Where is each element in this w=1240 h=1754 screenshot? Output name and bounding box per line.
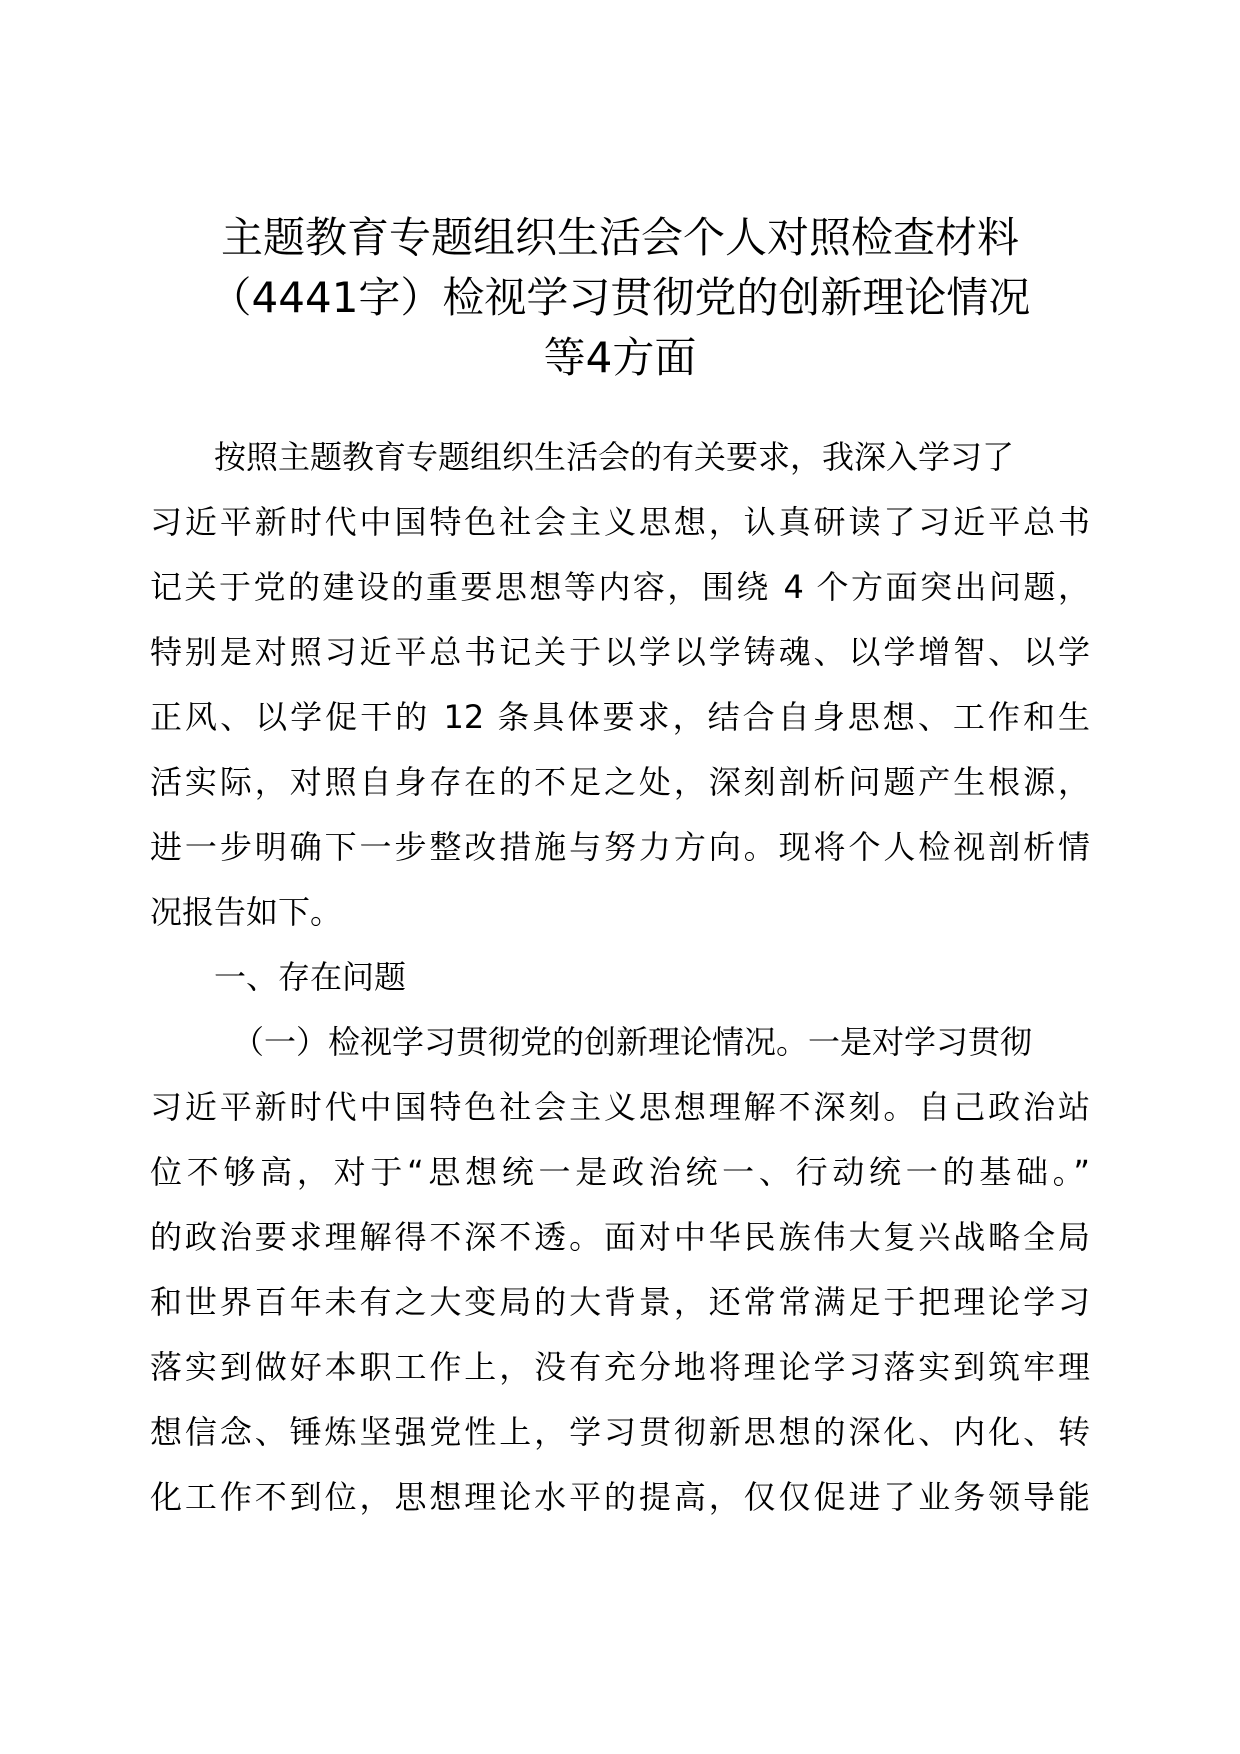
body-line: 的政治要求理解得不深不透。面对中华民族伟大复兴战略全局 <box>150 1218 1090 1256</box>
body-line: 落实到做好本职工作上，没有充分地将理论学习落实到筑牢理 <box>150 1348 1090 1386</box>
body-line: （一）检视学习贯彻党的创新理论情况。一是对学习贯彻 <box>232 1023 1033 1061</box>
section-heading: 一、存在问题 <box>214 958 407 996</box>
body-line: 活实际，对照自身存在的不足之处，深刻剖析问题产生根源， <box>150 763 1090 801</box>
body-line: 想信念、锤炼坚强党性上，学习贯彻新思想的深化、内化、转 <box>150 1413 1090 1451</box>
title-line: 主题教育专题组织生活会个人对照检查材料 <box>220 213 1019 262</box>
body-line: 况报告如下。 <box>150 893 343 931</box>
body-line: 特别是对照习近平总书记关于以学以学铸魂、以学增智、以学 <box>150 633 1090 671</box>
body-line: 位不够高，对于“思想统一是政治统一、行动统一的基础。” <box>150 1153 1090 1191</box>
body-line: 进一步明确下一步整改措施与努力方向。现将个人检视剖析情 <box>150 828 1090 866</box>
title-line: 等4方面 <box>543 333 697 382</box>
title-line: （4441字）检视学习贯彻党的创新理论情况 <box>209 273 1031 322</box>
body-line: 按照主题教育专题组织生活会的有关要求，我深入学习了 <box>214 438 1015 476</box>
body-line: 记关于党的建设的重要思想等内容，围绕 4 个方面突出问题， <box>150 568 1090 606</box>
body-line: 正风、以学促干的 12 条具体要求，结合自身思想、工作和生 <box>150 698 1090 736</box>
document-body <box>150 425 1090 1530</box>
document-title <box>150 208 1090 388</box>
body-line: 化工作不到位，思想理论水平的提高，仅仅促进了业务领导能 <box>150 1478 1090 1516</box>
body-line: 习近平新时代中国特色社会主义思想，认真研读了习近平总书 <box>150 503 1090 541</box>
body-line: 和世界百年未有之大变局的大背景，还常常满足于把理论学习 <box>150 1283 1090 1321</box>
body-line: 习近平新时代中国特色社会主义思想理解不深刻。自己政治站 <box>150 1088 1090 1126</box>
